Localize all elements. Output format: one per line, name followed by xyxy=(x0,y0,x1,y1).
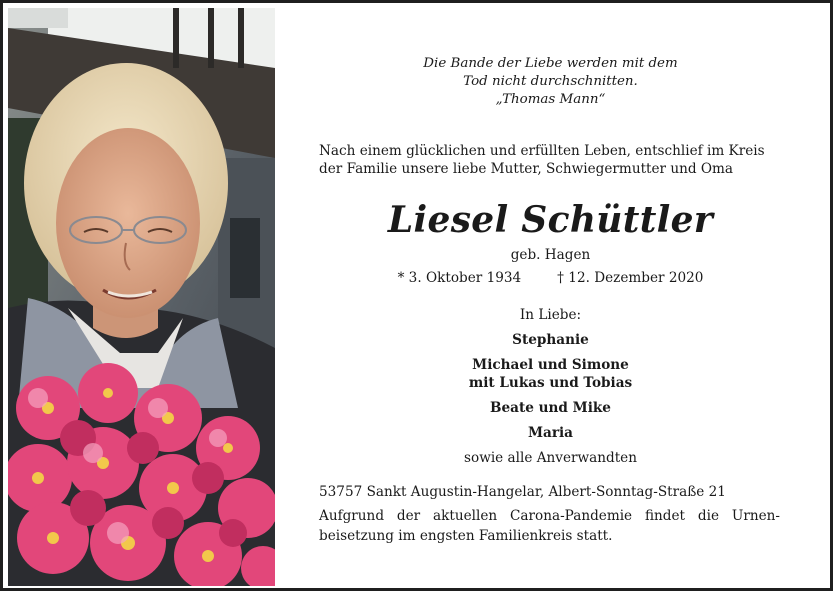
maiden-name: geb. Hagen xyxy=(510,247,591,263)
mourner-entry xyxy=(275,356,826,392)
notice-line: beisetzung im engsten Familienkreis statt. xyxy=(319,528,613,544)
quote-author: „Thomas Mann“ xyxy=(495,92,606,107)
intro-line: Nach einem glücklichen und erfüllten Leben, entschlief im Kreis xyxy=(319,143,765,159)
mourner-entry xyxy=(275,424,826,442)
burial-notice xyxy=(319,506,780,546)
mourners-heading: In Liebe: xyxy=(519,307,582,323)
mourner-name: Michael und Simone xyxy=(472,357,629,373)
mourner-name: mit Lukas und Tobias xyxy=(468,375,633,391)
portrait-photo xyxy=(8,8,275,586)
life-dates xyxy=(275,269,826,287)
epitaph-quote xyxy=(275,55,826,109)
mourners-list xyxy=(275,306,826,467)
quote-line: Die Bande der Liebe werden mit dem xyxy=(423,56,678,71)
mourners-closing: sowie alle Anverwandten xyxy=(464,450,637,466)
intro-text xyxy=(319,142,799,178)
mourner-name: Beate und Mike xyxy=(490,400,611,416)
birth-date: * 3. Oktober 1934 xyxy=(397,270,522,286)
mourner-name: Maria xyxy=(528,425,573,441)
mourner-entry xyxy=(275,331,826,349)
death-date: † 12. Dezember 2020 xyxy=(557,270,704,286)
text-column xyxy=(275,3,830,588)
mourner-entry xyxy=(275,399,826,417)
intro-line: der Familie unsere liebe Mutter, Schwiegermutter und Oma xyxy=(319,161,734,177)
deceased-name: Liesel Schüttler xyxy=(387,199,714,241)
quote-line: Tod nicht durchschnitten. xyxy=(463,74,638,89)
family-address: 53757 Sankt Augustin-Hangelar, Albert-Sonntag-Straße 21 xyxy=(319,484,726,500)
notice-line: Aufgrund der aktuellen Carona-Pandemie findet die Urnen- xyxy=(319,508,780,524)
mourner-name: Stephanie xyxy=(512,332,589,348)
